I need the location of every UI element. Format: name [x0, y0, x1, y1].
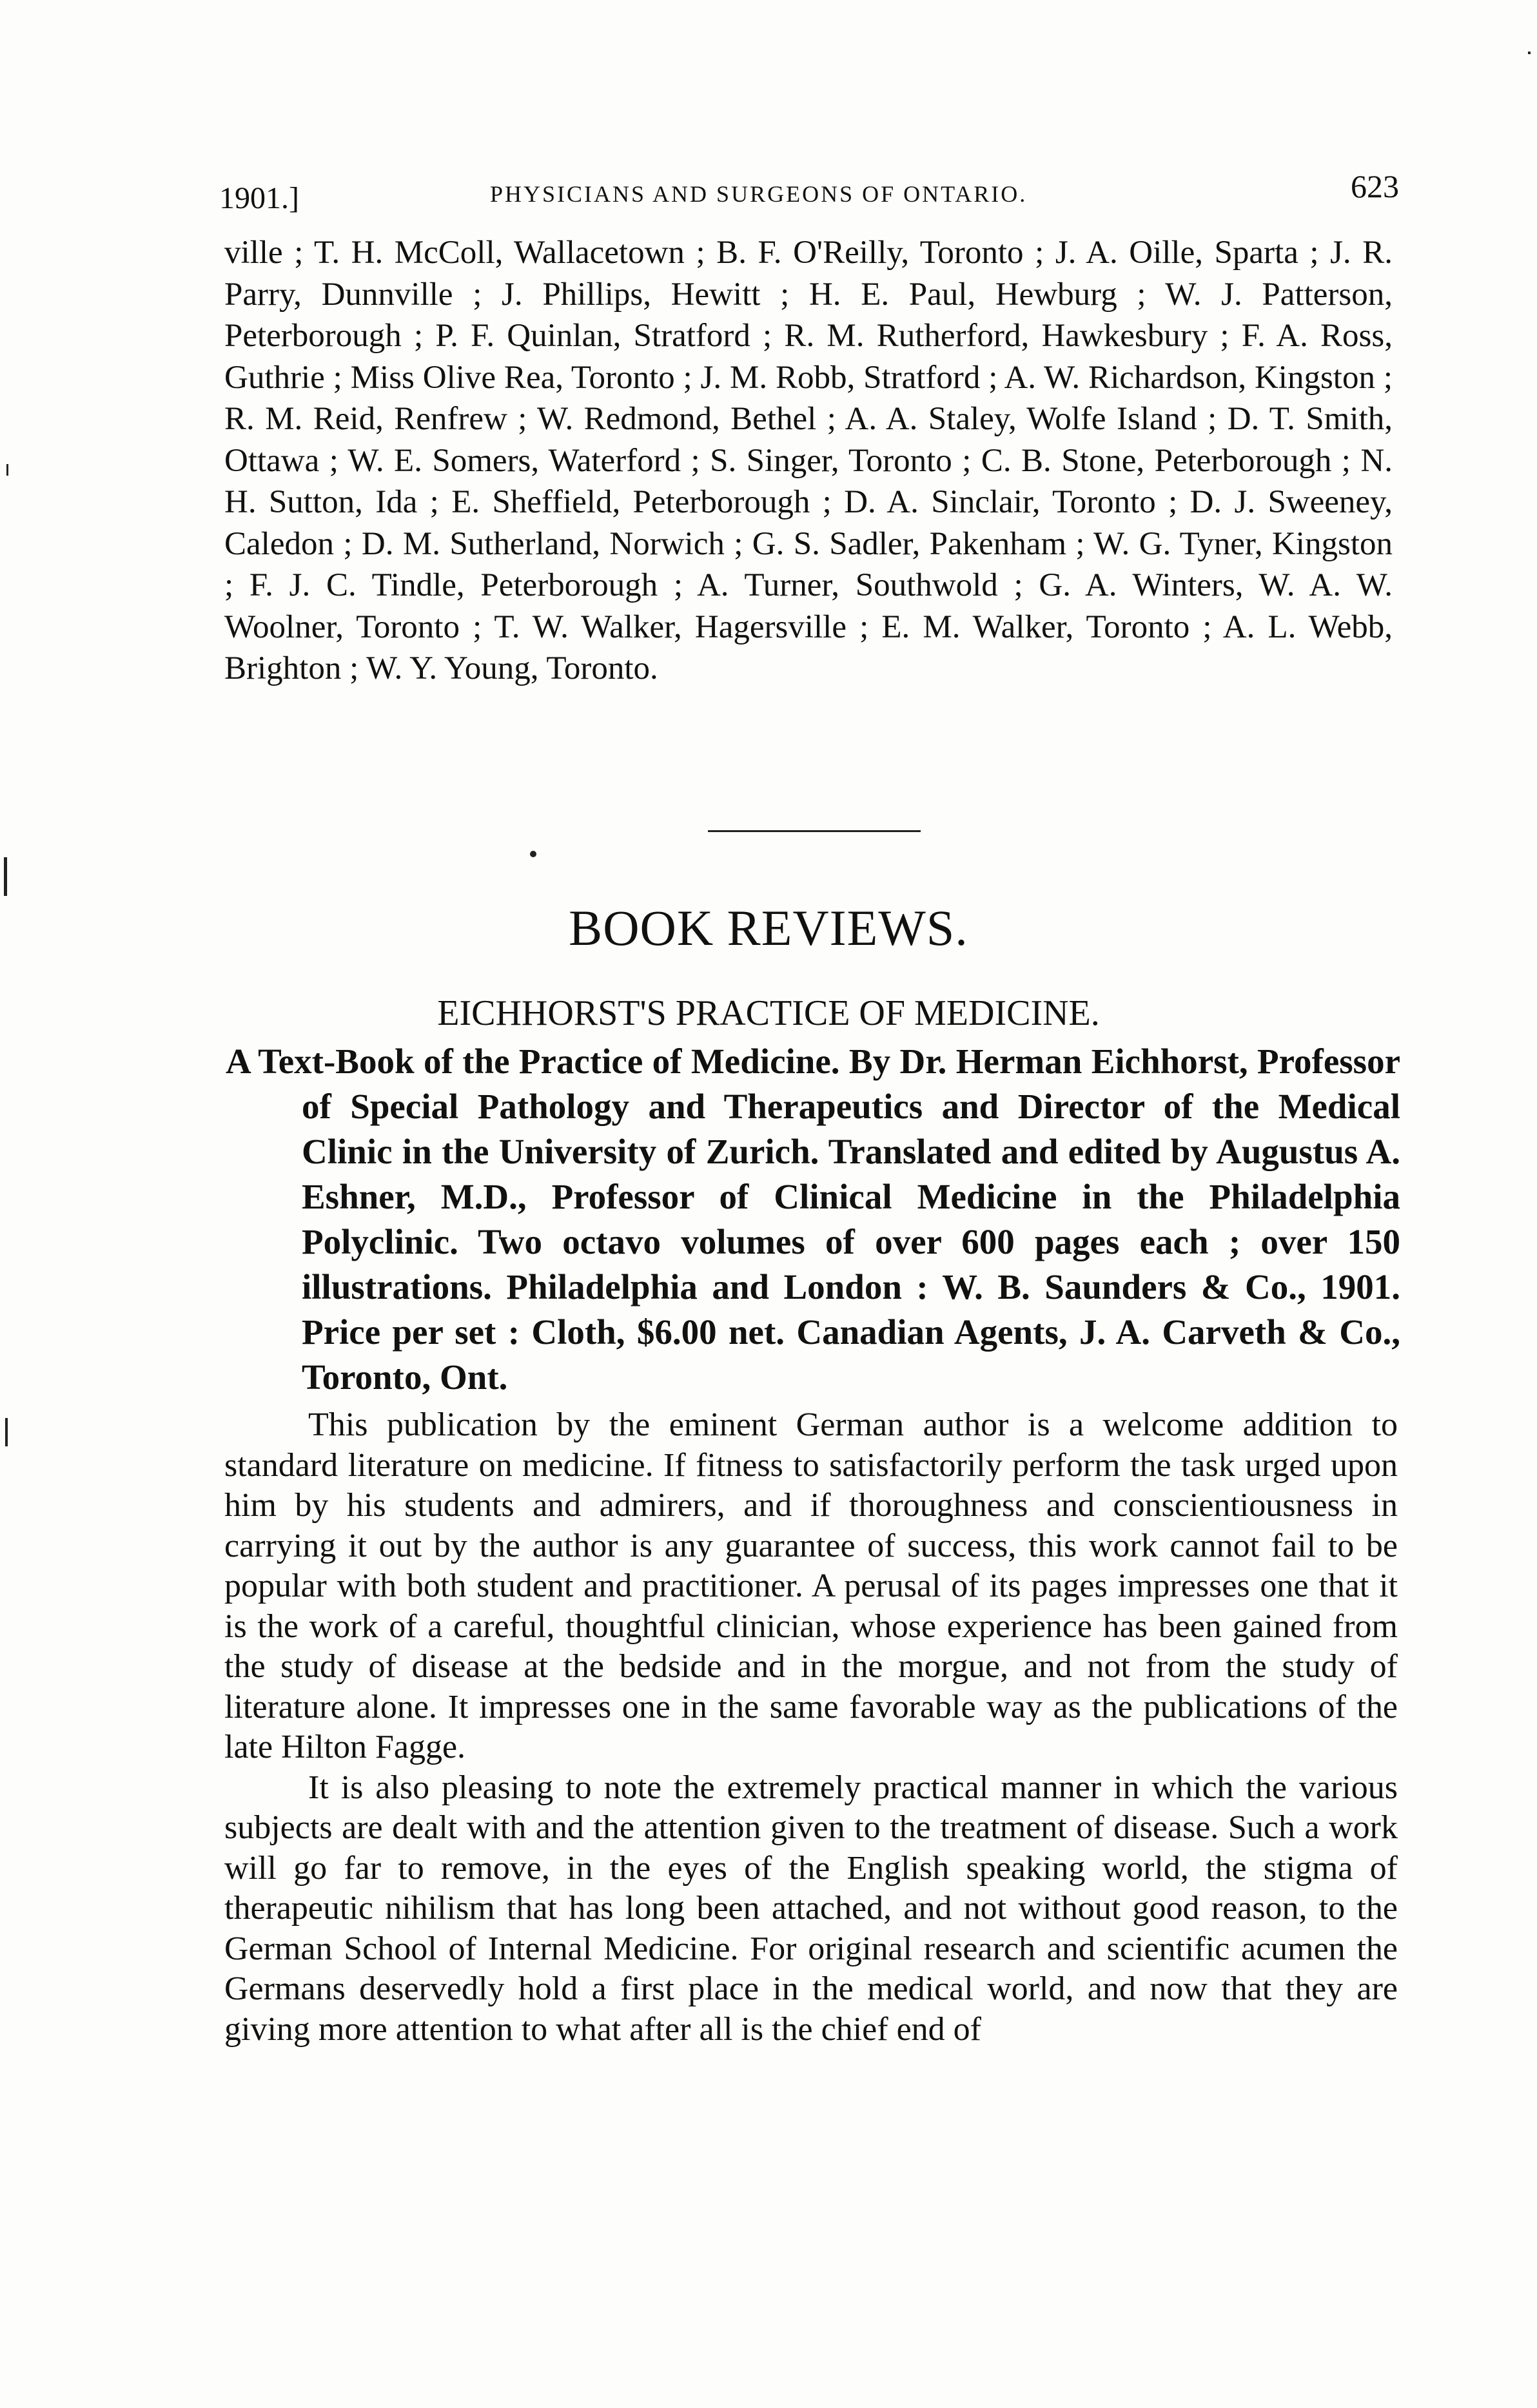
- member-list-text: ville ; T. H. McColl, Wallacetown ; B. F. O'Reilly, Toronto ; J. A. Oille, Sparta ; J. R. Parry, Dunnville ; J. Phillips, Hewitt ; H. E. Paul, Hewburg ; W. J. Patterson, Peterborough ; P. F. Quinlan, Stratford ; R. M. Rutherford, Hawkesbury ; F. A. Ross, Guthrie ; Miss Olive Rea, Toronto ; J. M. Robb, Stratford ; A. W. Richardson, Kingston ; R. M. Reid, Renfrew ; W. Redmond, Bethel ; A. A. Staley, Wolfe Island ; D. T. Smith, Ottawa ; W. E. Somers, Waterford ; S. Singer, Toronto ; C. B. Stone, Peterborough ; N. H. Sutton, Ida ; E. Sheffield, Peterborough ; D. A. Sinclair, Toronto ; D. J. Sweeney, Caledon ; D. M. Sutherland, Norwich ; G. S. Sadler, Pakenham ; W. G. Tyner, Kingston ; F. J. C. Tindle, Peterborough ; A. Turner, Southwold ; G. A. Winters, W. A. W. Woolner, Toronto ; T. W. Walker, Hagersville ; E. M. Walker, Toronto ; A. L. Webb, Brighton ; W. Y. Young, Toronto.: [224, 235, 1393, 686]
- review-paragraph-1: This publication by the eminent German author is a welcome addition to standard literature on medicine. If fitness to satisfactorily perform the task urged upon him by his students and admirers, and if thoroughness and conscientiousness in carrying it out by the author is any guarantee of success, this work cannot fail to be popular with both student and practitioner. A perusal of its pages impresses one that it is the work of a careful, thoughtful clinician, whose experience has been gained from the study of disease at the bedside and in the morgue, and not from the study of literature alone. It impresses one in the same favorable way as the publications of the late Hilton Fagge.: [224, 1406, 1398, 1765]
- running-head-year: 1901.]: [219, 181, 299, 215]
- section-divider: [708, 830, 921, 832]
- review-body: [224, 1405, 1398, 2050]
- print-speck: [530, 851, 536, 857]
- page-number: 623: [1351, 168, 1399, 204]
- review-paragraph-2: It is also pleasing to note the extremely practical manner in which the various subjects are dealt with and the attention given to the treatment of disease. Such a work will go far to remove, in the eyes of the English speaking world, the stigma of therapeutic nihilism that has long been attached, and not without good reason, to the German School of Internal Medicine. For original research and scientific acumen the Germans deservedly hold a first place in the medical world, and now that they are giving more attention to what after all is the chief end of: [224, 1769, 1398, 2048]
- running-head: [219, 165, 1399, 217]
- book-citation: A Text-Book of the Practice of Medicine. By Dr. Herman Eichhorst, Professor of Special Pathology and Therapeutics and Director of the Medical Clinic in the University of Zurich. Translated and edited by Augustus A. Eshner, M.D., Professor of Clinical Medicine in the Philadelphia Polyclinic. Two octavo volumes of over 600 pages each ; over 150 illustrations. Philadelphia and London : W. B. Saunders & Co., 1901. Price per set : Cloth, $6.00 net. Canadian Agents, J. A. Carveth & Co., Toronto, Ont.: [226, 1042, 1400, 1397]
- scan-edge-mark: [5, 1418, 8, 1446]
- review-title: EICHHORST'S PRACTICE OF MEDICINE.: [437, 993, 1100, 1033]
- scan-edge-mark: [6, 464, 8, 476]
- running-head-title: PHYSICIANS AND SURGEONS OF ONTARIO.: [490, 181, 1028, 207]
- scan-edge-mark: [4, 857, 7, 896]
- section-title: BOOK REVIEWS.: [569, 900, 968, 956]
- member-list-paragraph: [224, 232, 1393, 690]
- scan-edge-mark: [1528, 52, 1531, 54]
